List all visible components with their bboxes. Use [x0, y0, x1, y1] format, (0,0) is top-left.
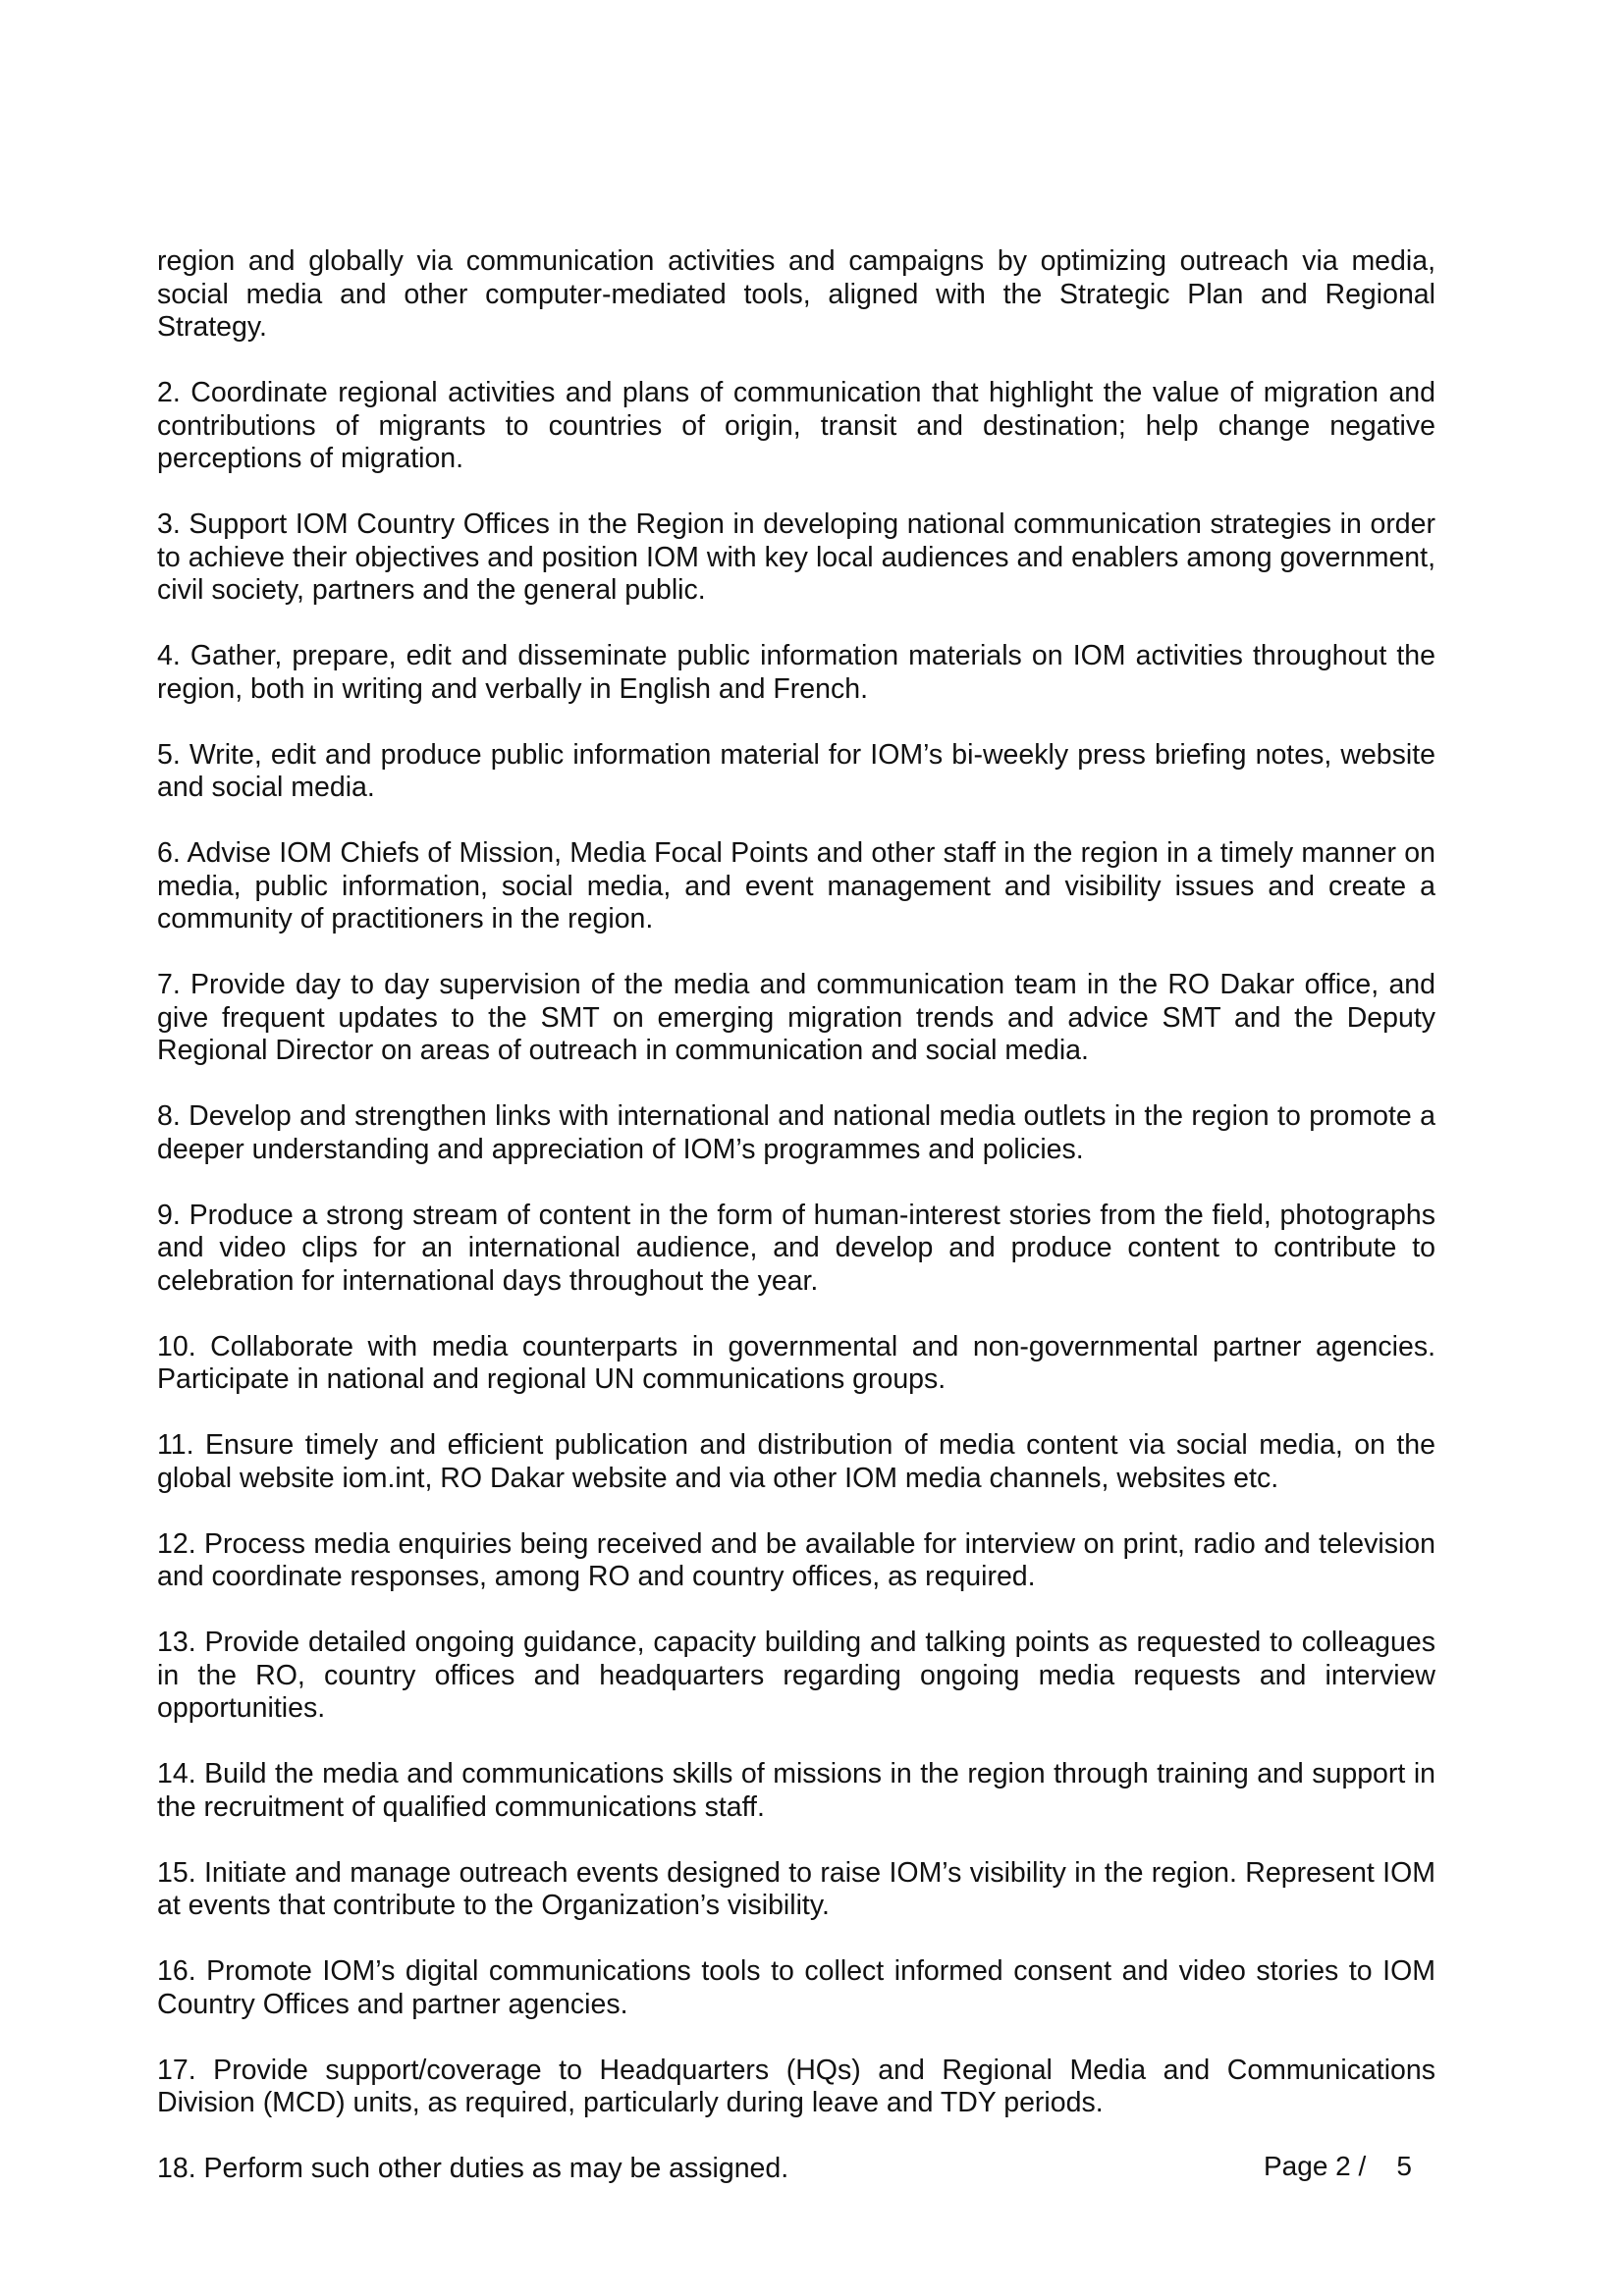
paragraph-duty-4: 4. Gather, prepare, edit and disseminate public information materials on IOM activities throughout the region, both in writing and verbally in English and French. — [157, 640, 1435, 705]
paragraph-duty-3: 3. Support IOM Country Offices in the Region in developing national communication strategies in order to achieve their objectives and position IOM with key local audiences and enablers among government, civil society, partners and the general public. — [157, 508, 1435, 606]
paragraph-duty-16: 16. Promote IOM’s digital communications tools to collect informed consent and video stories to IOM Country Offices and partner agencies. — [157, 1955, 1435, 2020]
paragraph-duty-12: 12. Process media enquiries being received and be available for interview on print, radio and television and coordinate responses, among RO and country offices, as required. — [157, 1527, 1435, 1592]
paragraph-duty-15: 15. Initiate and manage outreach events designed to raise IOM’s visibility in the region. Represent IOM at events that contribute to the Organization’s visibility. — [157, 1856, 1435, 1921]
paragraph-duty-11: 11. Ensure timely and efficient publication and distribution of media content via social media, on the global website iom.int, RO Dakar website and via other IOM media channels, websites etc. — [157, 1429, 1435, 1494]
paragraph-duty-5: 5. Write, edit and produce public information material for IOM’s bi-weekly press briefing notes, website and social media. — [157, 738, 1435, 803]
paragraph-duty-18: 18. Perform such other duties as may be assigned. — [157, 2153, 789, 2184]
paragraph-duty-14: 14. Build the media and communications skills of missions in the region through training and support in the recruitment of qualified communications staff. — [157, 1758, 1435, 1823]
paragraph-duty-2: 2. Coordinate regional activities and plans of communication that highlight the value of migration and contributions of migrants to countries of origin, transit and destination; help change negative perceptions of migration. — [157, 377, 1435, 474]
paragraph-duty-13: 13. Provide detailed ongoing guidance, capacity building and talking points as requested to colleagues in the RO, country offices and headquarters regarding ongoing media requests and interview opportunities. — [157, 1627, 1435, 1724]
document-body — [157, 245, 1435, 2218]
paragraph-duty-8: 8. Develop and strengthen links with international and national media outlets in the region to promote a deeper understanding and appreciation of IOM’s programmes and policies. — [157, 1100, 1435, 1165]
paragraph-continuation: region and globally via communication activities and campaigns by optimizing outreach via media, social media and other computer-mediated tools, aligned with the Strategic Plan and Regional Strategy. — [157, 245, 1435, 343]
paragraph-duty-6: 6. Advise IOM Chiefs of Mission, Media Focal Points and other staff in the region in a timely manner on media, public information, social media, and event management and visibility issues and create a community of practitioners in the region. — [157, 837, 1435, 934]
paragraph-duty-17: 17. Provide support/coverage to Headquarters (HQs) and Regional Media and Communications Division (MCD) units, as required, particularly during leave and TDY periods. — [157, 2054, 1435, 2118]
paragraph-duty-9: 9. Produce a strong stream of content in the form of human-interest stories from the field, photographs and video clips for an international audience, and develop and produce content to contribute to celebration for international days throughout the year. — [157, 1199, 1435, 1297]
paragraph-duty-10: 10. Collaborate with media counterparts in governmental and non-governmental partner agencies. Participate in national and regional UN communications groups. — [157, 1330, 1435, 1395]
page-number: Page 2 / 5 — [1264, 2151, 1412, 2181]
paragraph-duty-7: 7. Provide day to day supervision of the media and communication team in the RO Dakar office, and give frequent updates to the SMT on emerging migration trends and advice SMT and the Deputy Regional Director on areas of outreach in communication and social media. — [157, 969, 1435, 1066]
